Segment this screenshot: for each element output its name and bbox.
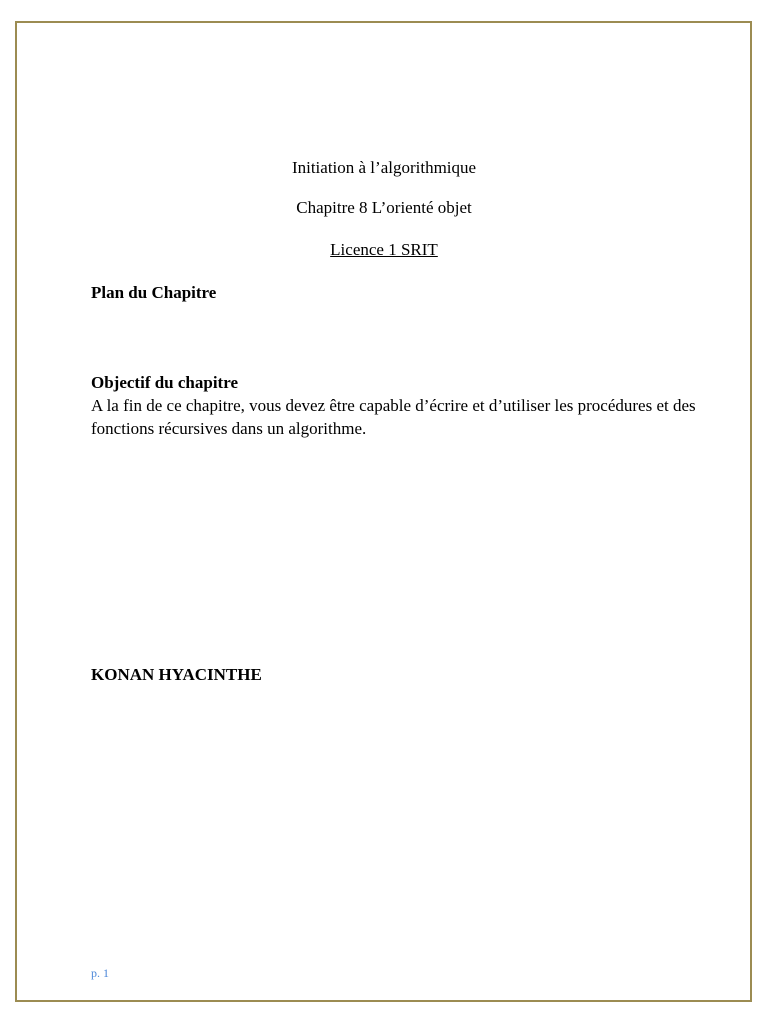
document-title: Initiation à l’algorithmique bbox=[291, 158, 477, 177]
chapter-title: Chapitre 8 L’orienté objet bbox=[296, 198, 472, 217]
author-name: KONAN HYACINTHE bbox=[91, 665, 262, 684]
objective-text: A la fin de ce chapitre, vous devez être capable d’écrire et d’utiliser les procédures et des fonctions récursives dans un algorithme. bbox=[91, 396, 696, 438]
plan-heading: Plan du Chapitre bbox=[91, 283, 217, 302]
objective-heading: Objectif du chapitre bbox=[91, 373, 239, 392]
page-number: p. 1 bbox=[91, 966, 109, 980]
course-level: Licence 1 SRIT bbox=[330, 240, 438, 259]
